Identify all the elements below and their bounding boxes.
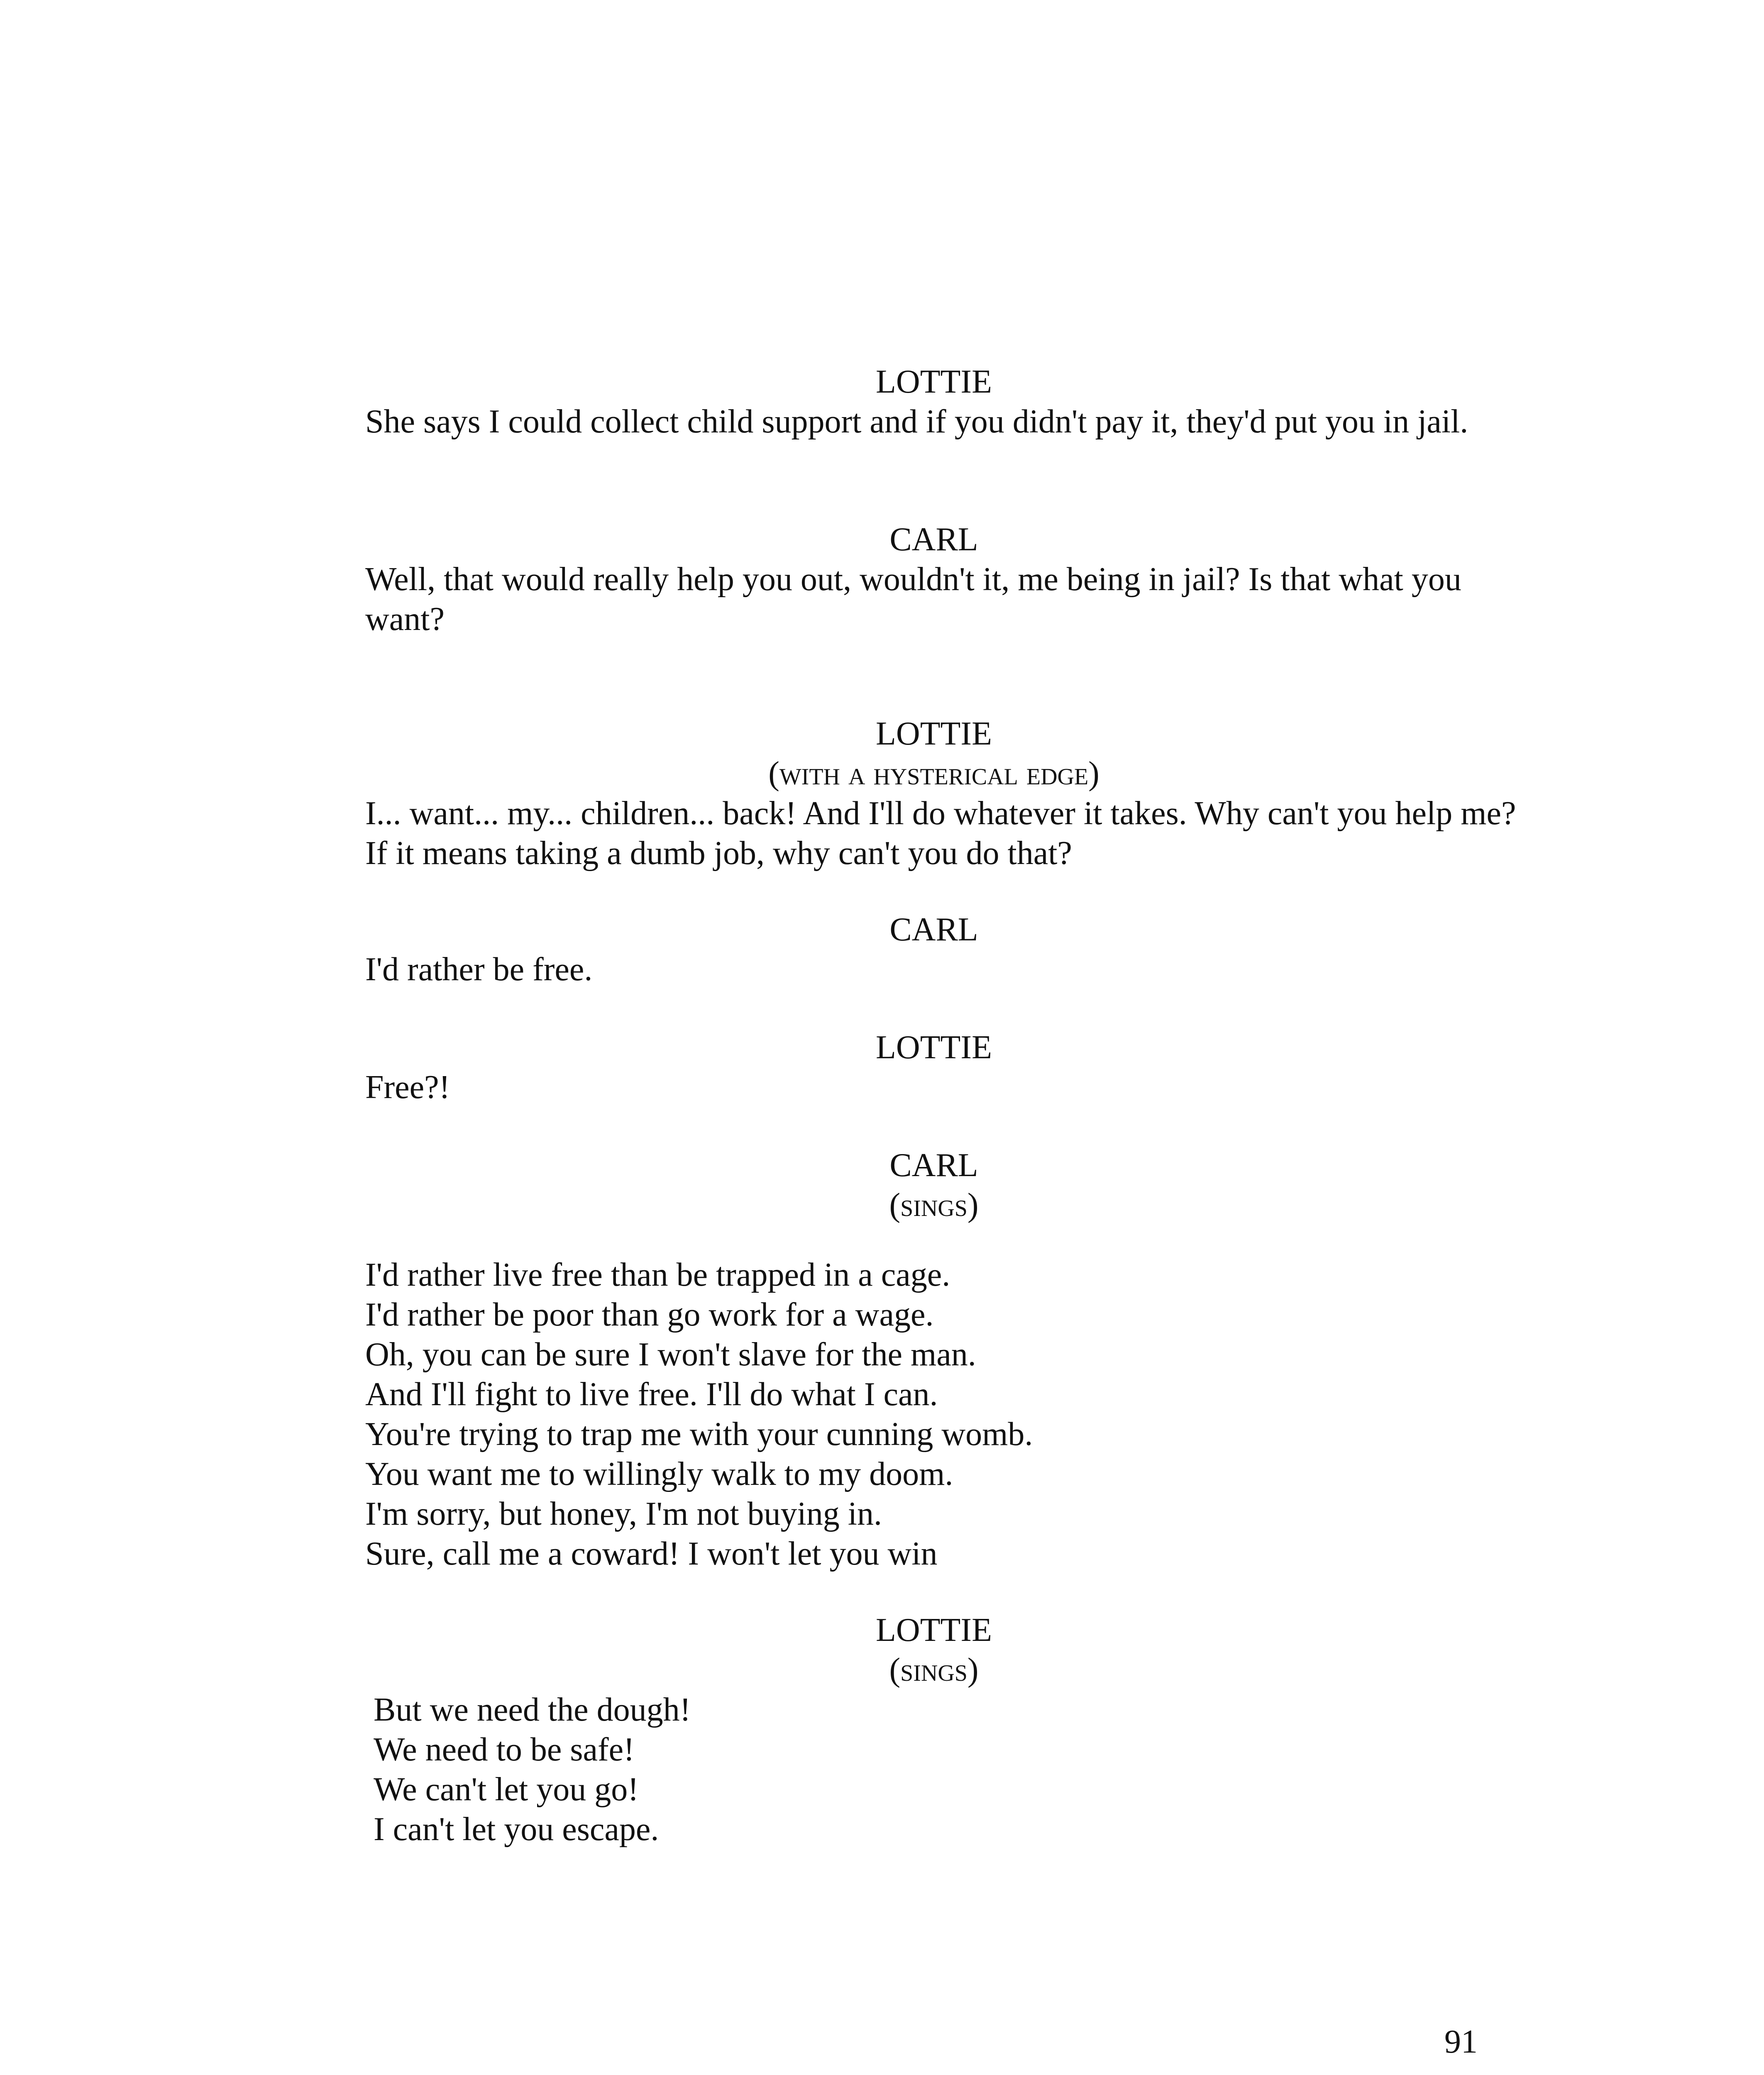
lyric-line: I'd rather live free than be trapped in a cage.: [365, 1257, 950, 1293]
lyric-line: But we need the dough!: [374, 1692, 691, 1728]
lyric-line: I can't let you escape.: [374, 1811, 659, 1848]
lyric-line: You want me to willingly walk to my doom.: [365, 1456, 953, 1492]
dialogue-line: She says I could collect child support and if you didn't pay it, they'd put you in jail.: [365, 403, 1468, 440]
character-name-lottie: LOTTIE: [876, 1029, 992, 1066]
page-number: 91: [1444, 2024, 1478, 2060]
character-name-carl: CARL: [889, 1147, 978, 1184]
lyric-line: I'm sorry, but honey, I'm not buying in.: [365, 1496, 882, 1532]
lyric-line: Oh, you can be sure I won't slave for the man.: [365, 1336, 976, 1373]
dialogue-line: I... want... my... children... back! And I'll do whatever it takes. Why can't you help me? If it means taking a dumb job, why can't you do that?: [365, 795, 1516, 872]
lyric-line: We can't let you go!: [374, 1771, 639, 1808]
stage-direction: (sings): [889, 1187, 979, 1223]
dialogue-line: Free?!: [365, 1069, 450, 1106]
character-name-lottie: LOTTIE: [876, 364, 992, 400]
dialogue-line: Well, that would really help you out, wouldn't it, me being in jail? Is that what you want?: [365, 561, 1461, 637]
dialogue-line: I'd rather be free.: [365, 951, 593, 988]
character-name-lottie: LOTTIE: [876, 715, 992, 752]
lyric-line: We need to be safe!: [374, 1731, 635, 1768]
stage-direction: (sings): [889, 1652, 979, 1688]
character-name-carl: CARL: [889, 521, 978, 558]
lyric-line: Sure, call me a coward! I won't let you win: [365, 1536, 938, 1572]
character-name-carl: CARL: [889, 911, 978, 948]
lyrics-verse: [374, 1690, 691, 1849]
character-name-lottie: LOTTIE: [876, 1612, 992, 1648]
lyrics-verse: [365, 1255, 1033, 1574]
lyric-line: You're trying to trap me with your cunning womb.: [365, 1416, 1033, 1452]
stage-direction: (with a hysterical edge): [768, 755, 1099, 792]
lyric-line: I'd rather be poor than go work for a wage.: [365, 1296, 934, 1333]
lyric-line: And I'll fight to live free. I'll do what I can.: [365, 1376, 938, 1413]
